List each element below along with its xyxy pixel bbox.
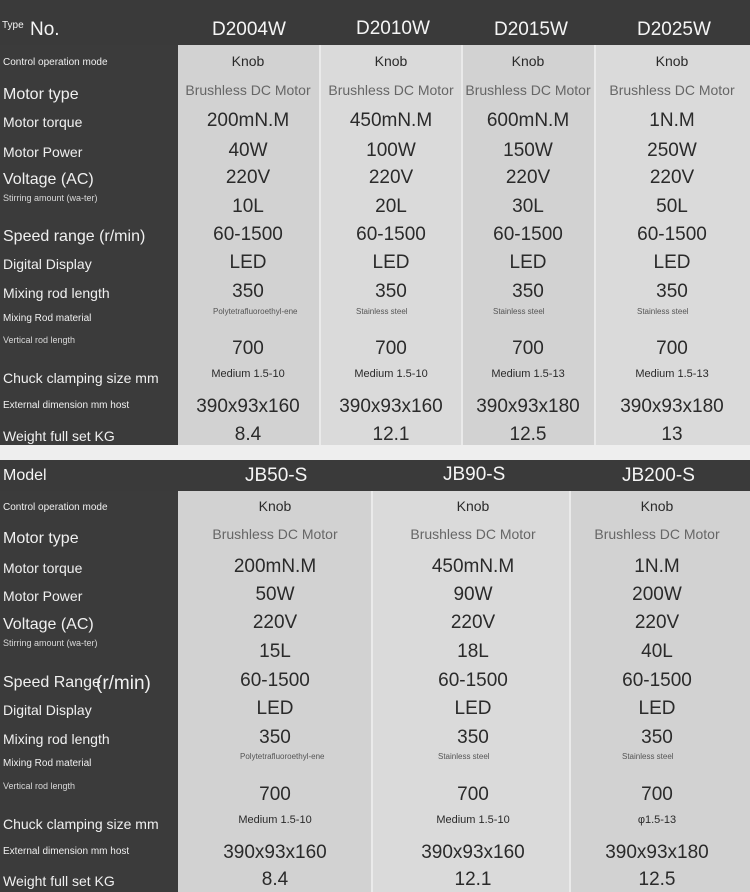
row-label: Motor Power	[3, 144, 83, 160]
spec-value: 220V	[225, 167, 271, 188]
spec-value: 390x93x160	[339, 396, 443, 417]
spec-value: Medium 1.5-10	[238, 814, 312, 826]
spec-value: Medium 1.5-13	[491, 368, 565, 380]
spec-value: 1N.M	[649, 110, 695, 131]
spec-value: 100W	[366, 140, 416, 161]
spec-value: Stainless steel	[356, 307, 408, 316]
spec-value: 200W	[632, 584, 682, 605]
spec-value: 390x93x180	[476, 396, 580, 417]
spec-value: LED	[638, 698, 676, 719]
table2-col-bg-1	[178, 491, 371, 892]
spec-value: Polytetrafluoroethyl-ene	[213, 307, 298, 316]
spec-value: Knob	[456, 498, 490, 514]
spec-value: 50W	[255, 584, 295, 605]
table1-col-bg-4	[596, 45, 750, 445]
table2-col-bg-2	[373, 491, 569, 892]
row-label: Mixing Rod material	[3, 313, 92, 324]
spec-value: 60-1500	[356, 224, 426, 245]
spec-value: 40W	[228, 140, 268, 161]
row-label-unit: (r/min)	[96, 673, 151, 694]
spec-value: 390x93x180	[605, 842, 709, 863]
spec-value: 200mN.M	[206, 110, 290, 131]
row-label: Weight full set KG	[3, 428, 115, 444]
spec-value: 350	[259, 727, 291, 748]
table2-divider	[569, 491, 571, 892]
spec-value: 600mN.M	[486, 110, 570, 131]
row-label: External dimension mm host	[3, 846, 130, 857]
spec-value: Medium 1.5-10	[211, 368, 285, 380]
spec-value: Brushless DC Motor	[185, 82, 311, 98]
spec-value: 350	[375, 281, 407, 302]
spec-value: 60-1500	[622, 670, 692, 691]
model-d2015w: D2015W	[494, 19, 568, 40]
row-label: Chuck clamping size mm	[3, 370, 159, 386]
spec-value: 450mN.M	[349, 110, 433, 131]
spec-value: 150W	[503, 140, 553, 161]
spec-value: LED	[229, 252, 267, 273]
table2-col-bg-3	[571, 491, 750, 892]
spec-value: 350	[457, 727, 489, 748]
spec-value: Brushless DC Motor	[609, 82, 735, 98]
row-label: Vertical rod length	[3, 335, 76, 345]
model-label: Model	[3, 467, 47, 484]
spec-value: 60-1500	[213, 224, 283, 245]
spec-value: 390x93x160	[421, 842, 525, 863]
spec-value: 30L	[512, 196, 544, 217]
spec-value: Knob	[655, 53, 689, 69]
row-label: Weight full set KG	[3, 873, 115, 889]
row-label: Stirring amount (wa-ter)	[3, 193, 98, 203]
spec-value: Stainless steel	[493, 307, 545, 316]
spec-value: 15L	[259, 641, 291, 662]
spec-value: 220V	[505, 167, 551, 188]
spec-value: Stainless steel	[622, 752, 674, 761]
no-label: No.	[30, 19, 60, 40]
spec-value: Medium 1.5-10	[436, 814, 510, 826]
spec-value: 350	[641, 727, 673, 748]
spec-value: LED	[454, 698, 492, 719]
spec-value: 18L	[457, 641, 489, 662]
spec-value: Knob	[231, 53, 265, 69]
table1-divider	[319, 45, 321, 445]
spec-value: Knob	[511, 53, 545, 69]
spec-value: 12.5	[638, 869, 676, 890]
row-label: Voltage (AC)	[3, 171, 94, 188]
table-separator	[0, 445, 750, 460]
row-label: Mixing rod length	[3, 731, 110, 747]
spec-value: 12.1	[454, 869, 492, 890]
spec-value: 12.1	[372, 424, 410, 445]
spec-value: Brushless DC Motor	[328, 82, 454, 98]
spec-value: 50L	[656, 196, 688, 217]
spec-value: Stainless steel	[438, 752, 490, 761]
spec-value: 700	[656, 338, 688, 359]
spec-value: 220V	[450, 612, 496, 633]
table1-divider	[461, 45, 463, 445]
spec-value: Brushless DC Motor	[465, 82, 591, 98]
spec-value: 700	[641, 784, 673, 805]
row-label: Mixing Rod material	[3, 758, 92, 769]
spec-value: 700	[375, 338, 407, 359]
model-jb50s: JB50-S	[245, 465, 308, 486]
table1-col-bg-3	[463, 45, 594, 445]
row-label: Digital Display	[3, 702, 92, 718]
spec-value: 350	[512, 281, 544, 302]
model-jb200s: JB200-S	[622, 465, 695, 486]
table2-divider	[371, 491, 373, 892]
spec-value: 20L	[375, 196, 407, 217]
spec-value: Brushless DC Motor	[594, 526, 720, 542]
model-jb90s: JB90-S	[443, 464, 506, 485]
spec-value: 220V	[649, 167, 695, 188]
row-label: Motor torque	[3, 560, 83, 576]
table1-col-bg-1	[178, 45, 319, 445]
spec-value: 40L	[641, 641, 673, 662]
type-label: Type	[2, 20, 24, 31]
spec-value: Stainless steel	[637, 307, 689, 316]
row-label: Motor type	[3, 86, 79, 103]
spec-value: Brushless DC Motor	[410, 526, 536, 542]
row-label: Control operation mode	[3, 57, 108, 68]
spec-value: Medium 1.5-10	[354, 368, 428, 380]
spec-value: 700	[457, 784, 489, 805]
spec-value: 350	[232, 281, 264, 302]
spec-value: 1N.M	[634, 556, 680, 577]
spec-value: 60-1500	[438, 670, 508, 691]
row-label: Digital Display	[3, 256, 92, 272]
spec-value: Brushless DC Motor	[212, 526, 338, 542]
spec-value: LED	[372, 252, 410, 273]
spec-value: Polytetrafluoroethyl-ene	[240, 752, 325, 761]
model-d2004w: D2004W	[212, 19, 286, 40]
spec-value: 700	[232, 338, 264, 359]
row-label: Chuck clamping size mm	[3, 816, 159, 832]
spec-value: Knob	[374, 53, 408, 69]
spec-value: 700	[512, 338, 544, 359]
spec-value: 60-1500	[637, 224, 707, 245]
spec-value: 8.4	[261, 869, 289, 890]
spec-value: Medium 1.5-13	[635, 368, 709, 380]
row-label: Control operation mode	[3, 502, 108, 513]
spec-value: 10L	[232, 196, 264, 217]
row-label: Vertical rod length	[3, 781, 76, 791]
spec-value: φ1.5-13	[637, 814, 677, 826]
row-label: External dimension mm host	[3, 400, 130, 411]
spec-value: LED	[653, 252, 691, 273]
row-label: Speed range (r/min)	[3, 228, 146, 245]
row-label: Stirring amount (wa-ter)	[3, 638, 98, 648]
row-label: Mixing rod length	[3, 285, 110, 301]
spec-value: 60-1500	[240, 670, 310, 691]
model-d2025w: D2025W	[637, 19, 711, 40]
spec-value: 13	[661, 424, 683, 445]
spec-value: 250W	[647, 140, 697, 161]
table1-col-bg-2	[321, 45, 461, 445]
spec-value: LED	[509, 252, 547, 273]
row-label: Motor Power	[3, 588, 83, 604]
spec-value: 8.4	[234, 424, 262, 445]
table1-divider	[594, 45, 596, 445]
spec-value: LED	[256, 698, 294, 719]
spec-value: 90W	[453, 584, 493, 605]
spec-value: 220V	[368, 167, 414, 188]
spec-value: 220V	[634, 612, 680, 633]
row-label: Motor type	[3, 530, 79, 547]
spec-value: 12.5	[509, 424, 547, 445]
row-label: Motor torque	[3, 114, 83, 130]
spec-value: 390x93x160	[223, 842, 327, 863]
row-label: Speed Range	[3, 674, 101, 691]
spec-value: 220V	[252, 612, 298, 633]
spec-value: Knob	[640, 498, 674, 514]
spec-value: 60-1500	[493, 224, 563, 245]
spec-value: 200mN.M	[233, 556, 317, 577]
spec-value: 450mN.M	[431, 556, 515, 577]
spec-value: 350	[656, 281, 688, 302]
spec-value: 700	[259, 784, 291, 805]
spec-value: Knob	[258, 498, 292, 514]
spec-value: 390x93x160	[196, 396, 300, 417]
row-label: Voltage (AC)	[3, 616, 94, 633]
model-d2010w: D2010W	[356, 18, 430, 39]
spec-value: 390x93x180	[620, 396, 724, 417]
